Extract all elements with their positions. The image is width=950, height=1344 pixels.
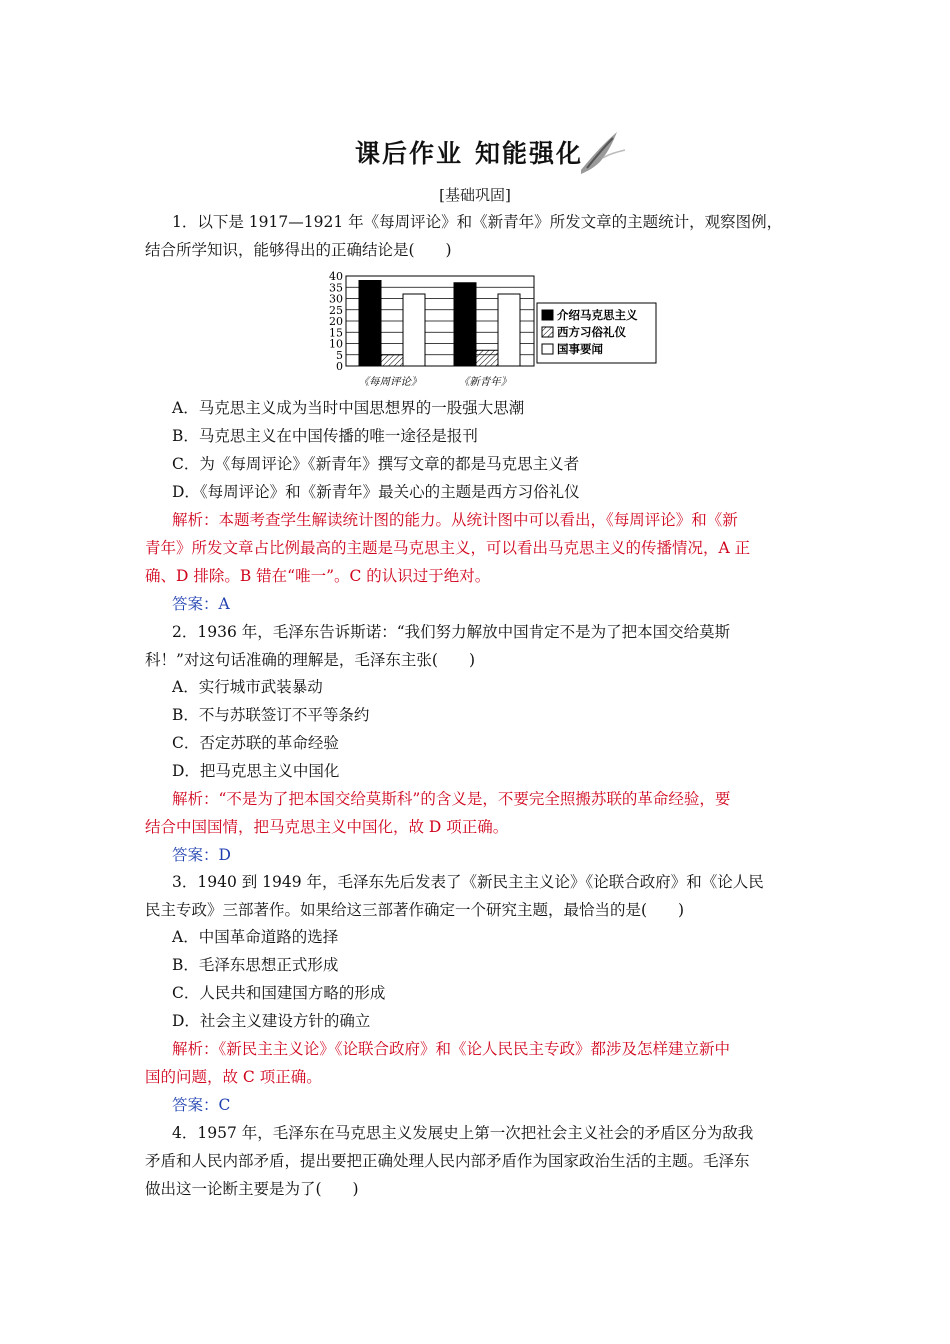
q2-answer: 答案：D	[172, 846, 231, 864]
q1-analysis-line2: 青年》所发文章占比例最高的主题是马克思主义，可以看出马克思主义的传播情况，A 正	[145, 539, 751, 557]
q2-option-d: D．把马克思主义中国化	[172, 762, 340, 780]
bar-0-0	[359, 281, 381, 367]
q3-stem-line1: 3．1940 到 1949 年，毛泽东先后发表了《新民主主义论》《论联合政府》和《论人民	[172, 873, 764, 891]
legend-label-0: 介绍马克思主义	[557, 308, 638, 322]
y-tick-label: 35	[329, 281, 343, 295]
title-part1: 课后作业	[355, 139, 464, 168]
q2-stem-line1: 2．1936 年，毛泽东告诉斯诺：“我们努力解放中国肯定不是为了把本国交给莫斯	[172, 623, 731, 641]
y-tick-label: 20	[329, 315, 343, 328]
q4-stem-line2: 矛盾和人民内部矛盾，提出要把正确处理人民内部矛盾作为国家政治生活的主题。毛泽东	[145, 1152, 750, 1170]
q3-option-b: B．毛泽东思想正式形成	[172, 956, 339, 974]
q2-analysis-line2: 结合中国国情，把马克思主义中国化，故 D 项正确。	[145, 818, 509, 836]
legend-swatch-2	[542, 344, 553, 354]
bar-0-2	[403, 294, 425, 366]
q3-option-d: D．社会主义建设方针的确立	[172, 1012, 371, 1030]
title-part2: 知能强化	[475, 139, 584, 168]
q3-analysis-line2: 国的问题，故 C 项正确。	[145, 1068, 322, 1086]
q3-option-a: A．中国革命道路的选择	[172, 928, 339, 946]
legend-label-1: 西方习俗礼仪	[557, 325, 626, 339]
legend-swatch-1	[542, 327, 553, 337]
y-tick-label: 10	[329, 337, 343, 351]
q1-stem-line2: 结合所学知识，能够得出的正确结论是( )	[145, 241, 452, 259]
bar-1-2	[498, 294, 520, 366]
q1-stem-line1: 1．以下是 1917—1921 年《每周评论》和《新青年》所发文章的主题统计，观察图例，	[172, 213, 783, 231]
x-category-label: 《每周评论》	[358, 376, 422, 388]
y-tick-label: 0	[336, 360, 343, 373]
section-label: [基础巩固]	[439, 186, 511, 204]
theme-bar-chart	[322, 268, 662, 393]
legend-swatch-0	[542, 310, 553, 320]
q3-analysis-line1: 解析：《新民主主义论》《论联合政府》和《论人民民主专政》都涉及怎样建立新中	[172, 1040, 731, 1058]
q4-stem-line3: 做出这一论断主要是为了( )	[145, 1180, 359, 1198]
y-tick-label: 30	[329, 292, 343, 306]
q2-option-a: A．实行城市武装暴动	[172, 678, 323, 696]
bar-0-1	[381, 355, 403, 366]
q2-option-c: C．否定苏联的革命经验	[172, 734, 339, 752]
q3-answer: 答案：C	[172, 1096, 231, 1114]
q1-analysis-line1: 解析：本题考查学生解读统计图的能力。从统计图中可以看出，《每周评论》和《新	[172, 511, 738, 529]
q1-option-d: D．《每周评论》和《新青年》最关心的主题是西方习俗礼仪	[172, 483, 580, 501]
y-tick-label: 40	[329, 270, 343, 283]
bar-1-1	[476, 350, 498, 366]
q1-option-c: C．为《每周评论》《新青年》撰写文章的都是马克思主义者	[172, 455, 580, 473]
q2-analysis-line1: 解析：“不是为了把本国交给莫斯科”的含义是，不要完全照搬苏联的革命经验，要	[172, 790, 731, 808]
y-tick-label: 15	[329, 326, 343, 340]
q4-stem-line1: 4．1957 年，毛泽东在马克思主义发展史上第一次把社会主义社会的矛盾区分为敌我	[172, 1124, 754, 1142]
q2-stem-line2: 科！”对这句话准确的理解是，毛泽东主张( )	[145, 651, 476, 669]
q3-option-c: C．人民共和国建国方略的形成	[172, 984, 386, 1002]
y-tick-label: 5	[336, 348, 343, 362]
legend-label-2: 国事要闻	[557, 342, 603, 356]
q1-answer: 答案：A	[172, 595, 230, 613]
q3-stem-line2: 民主专政》三部著作。如果给这三部著作确定一个研究主题，最恰当的是( )	[145, 901, 685, 919]
q2-option-b: B．不与苏联签订不平等条约	[172, 706, 370, 724]
y-tick-label: 25	[329, 303, 343, 317]
q1-analysis-line3: 确、D 排除。B 错在“唯一”。C 的认识过于绝对。	[145, 567, 491, 585]
q1-option-a: A．马克思主义成为当时中国思想界的一股强大思潮	[172, 399, 525, 417]
brush-stroke-icon	[573, 128, 628, 178]
bar-1-0	[454, 283, 476, 366]
q1-option-b: B．马克思主义在中国传播的唯一途径是报刊	[172, 427, 478, 445]
page-title	[355, 128, 635, 178]
x-category-label: 《新青年》	[458, 376, 512, 388]
